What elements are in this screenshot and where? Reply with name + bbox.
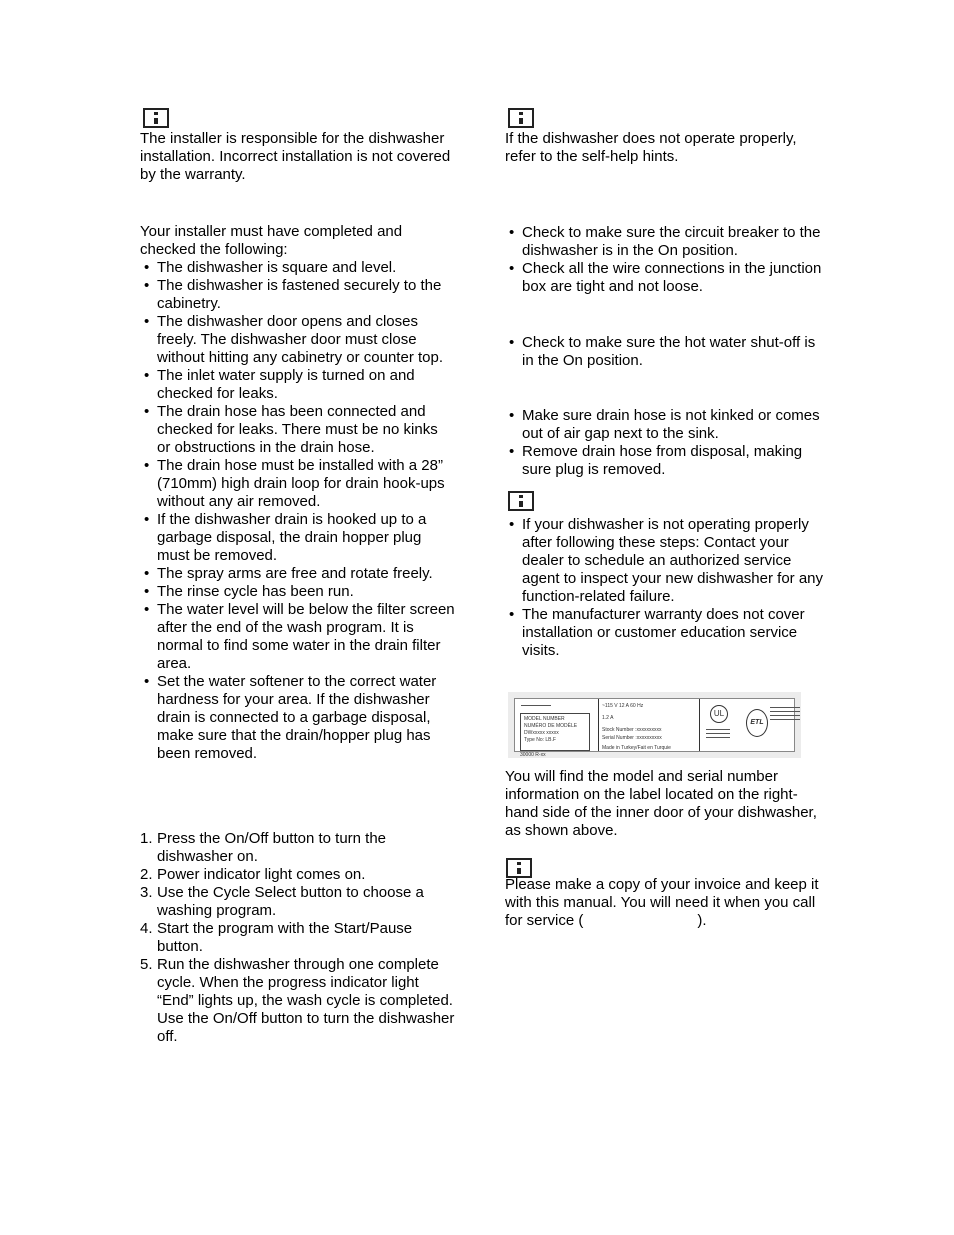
numero-modele-label: NUMÉRO DE MODÈLE bbox=[524, 723, 578, 729]
made-in: Made in Turkey/Fait en Turquie bbox=[602, 745, 671, 751]
etl-mark-icon: ETL bbox=[746, 709, 768, 737]
service-list bbox=[505, 516, 825, 660]
info-icon bbox=[508, 108, 534, 128]
steps-list bbox=[140, 830, 455, 1046]
water-list bbox=[505, 334, 825, 370]
step-number: 4. bbox=[140, 920, 153, 937]
startup-steps bbox=[140, 830, 455, 1046]
step-text: Start the program with the Start/Pause button. bbox=[157, 920, 413, 955]
current-rating: 1.2 A bbox=[602, 715, 614, 721]
rating-label-image bbox=[508, 692, 801, 758]
list-item: • The water level will be below the filter screen after the end of the wash program. It is normal to find some water in the drain filter area. bbox=[157, 601, 455, 673]
step-text: Power indicator light comes on. bbox=[157, 866, 366, 883]
checklist-list bbox=[140, 259, 455, 763]
step-number: 5. bbox=[140, 956, 153, 973]
list-item bbox=[140, 956, 455, 1046]
list-item: • The dishwasher door opens and closes freely. The dishwasher door must close without hitting any cabinetry or counter top. bbox=[157, 313, 455, 367]
model-box bbox=[520, 713, 590, 751]
service-notes bbox=[505, 516, 825, 660]
list-item: • Check to make sure the circuit breaker to the dishwasher is in the On position. bbox=[522, 224, 825, 260]
list-item: • The drain hose must be installed with a 28” (710mm) high drain loop for drain hook-ups without any air removed. bbox=[157, 457, 455, 511]
serial-number: Serial Number :xxxxxxxxxx bbox=[602, 735, 662, 741]
list-item bbox=[140, 866, 455, 884]
invoice-note bbox=[505, 876, 825, 930]
rating-label-cert-section bbox=[700, 699, 794, 751]
label-caption bbox=[505, 768, 825, 840]
label-code: 30000 R-xx bbox=[520, 752, 546, 758]
info-icon bbox=[506, 858, 532, 878]
step-number: 2. bbox=[140, 866, 153, 883]
list-item: • Set the water softener to the correct water hardness for your area. If the dishwasher drain is connected to a garbage disposal, make sure that the drain/hopper plug has been removed. bbox=[157, 673, 455, 763]
troubleshoot-intro bbox=[505, 130, 825, 166]
electrical-checks bbox=[505, 224, 825, 296]
drain-list bbox=[505, 407, 825, 479]
list-item bbox=[140, 830, 455, 866]
drain-checks bbox=[505, 407, 825, 479]
list-item: • Remove drain hose from disposal, making sure plug is removed. bbox=[522, 443, 825, 479]
list-item: • Check all the wire connections in the junction box are tight and not loose. bbox=[522, 260, 825, 296]
list-item: • Make sure drain hose is not kinked or comes out of air gap next to the sink. bbox=[522, 407, 825, 443]
stock-number: Stock Number :xxxxxxxxxx bbox=[602, 727, 662, 733]
list-item: • Check to make sure the hot water shut-off is in the On position. bbox=[522, 334, 825, 370]
list-item bbox=[140, 920, 455, 956]
list-item: • The inlet water supply is turned on and checked for leaks. bbox=[157, 367, 455, 403]
model-number-label: MODEL NUMBER bbox=[524, 716, 565, 722]
installer-intro bbox=[140, 130, 455, 184]
list-item: • The dishwasher is fastened securely to the cabinetry. bbox=[157, 277, 455, 313]
water-checks bbox=[505, 334, 825, 370]
electrical-list bbox=[505, 224, 825, 296]
list-item: • If the dishwasher drain is hooked up to a garbage disposal, the drain hopper plug must be removed. bbox=[157, 511, 455, 565]
step-number: 3. bbox=[140, 884, 153, 901]
list-item: • The rinse cycle has been run. bbox=[157, 583, 455, 601]
list-item bbox=[140, 884, 455, 920]
list-item: • The manufacturer warranty does not cover installation or customer education service visits. bbox=[522, 606, 825, 660]
invoice-note-text bbox=[505, 876, 825, 930]
label-caption-text: You will find the model and serial number information on the label located on the right-hand side of the inner door of your dishwasher, as shown above. bbox=[505, 768, 817, 839]
list-item: • The spray arms are free and rotate freely. bbox=[157, 565, 455, 583]
installation-checklist bbox=[140, 223, 455, 763]
rating-label-model-section bbox=[515, 699, 599, 758]
ul-mark-icon: UL bbox=[710, 705, 728, 723]
troubleshoot-intro-text: If the dishwasher does not operate properly, refer to the self-help hints. bbox=[505, 130, 797, 165]
model-value: DWxxxxx xxxxx bbox=[524, 730, 559, 736]
voltage-rating: ~115 V 12 A 60 Hz bbox=[602, 703, 644, 709]
invoice-note-end: ). bbox=[697, 912, 707, 929]
rating-label-electrical-section bbox=[599, 699, 700, 751]
type-number: Type No: LB.F bbox=[524, 737, 556, 743]
step-text: Run the dishwasher through one complete cycle. When the progress indicator light “End” lights up, the wash cycle is completed. Use the On/Off button to turn the dishwasher off. bbox=[157, 956, 455, 1045]
list-item: • If your dishwasher is not operating properly after following these steps: Contact your dealer to schedule an authorized service agent to inspect your new dishwasher for any function-related failure. bbox=[522, 516, 825, 606]
checklist-intro: Your installer must have completed and checked the following: bbox=[140, 223, 403, 258]
step-number: 1. bbox=[140, 830, 153, 847]
installer-intro-text: The installer is responsible for the dishwasher installation. Incorrect installation is not covered by the warranty. bbox=[140, 130, 451, 183]
info-icon bbox=[508, 491, 534, 511]
step-text: Press the On/Off button to turn the dishwasher on. bbox=[157, 830, 387, 865]
list-item: • The drain hose has been connected and checked for leaks. There must be no kinks or obstructions in the drain hose. bbox=[157, 403, 455, 457]
list-item: • The dishwasher is square and level. bbox=[157, 259, 455, 277]
rating-label bbox=[514, 698, 795, 758]
invoice-note-start: Please make a copy of your invoice and keep it with this manual. You will need it when you call for service ( bbox=[505, 876, 819, 929]
step-text: Use the Cycle Select button to choose a washing program. bbox=[157, 884, 424, 919]
info-icon bbox=[143, 108, 169, 128]
